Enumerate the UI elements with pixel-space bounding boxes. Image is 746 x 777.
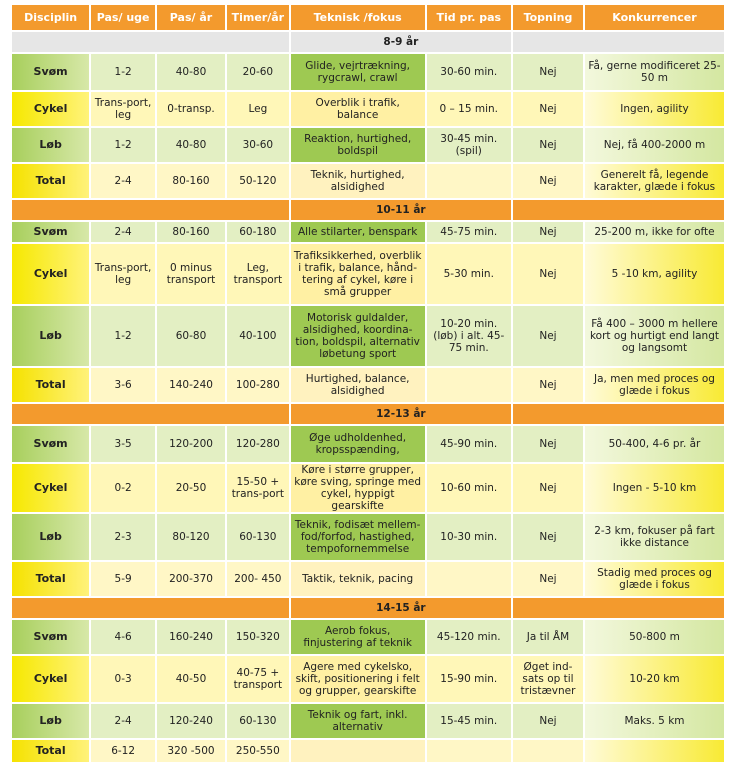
fokus-cell: Teknik, fodisæt mellem-fod/forfod, hastighed, tempofornemmelse	[291, 514, 425, 560]
konkurrencer-cell: Nej, få 400-2000 m	[585, 128, 724, 162]
pas-aar-cell: 140-240	[157, 368, 225, 402]
tid-cell: 45-120 min.	[427, 620, 511, 654]
disciplin-cell: Total	[12, 368, 89, 402]
table-row	[12, 306, 724, 366]
age-section-header	[12, 404, 724, 424]
fokus-cell: Taktik, teknik, pacing	[291, 562, 425, 596]
timer-cell: 250-550	[227, 740, 289, 762]
tid-cell: 30-60 min.	[427, 54, 511, 90]
tid-cell	[427, 164, 511, 198]
table-row	[12, 426, 724, 462]
age-label: 12-13 år	[291, 404, 511, 424]
pas-uge-cell: 4-6	[91, 620, 155, 654]
disciplin-cell: Svøm	[12, 620, 89, 654]
total-row	[12, 368, 724, 402]
age-lead-spacer	[12, 32, 289, 52]
pas-aar-cell: 60-80	[157, 306, 225, 366]
konkurrencer-cell: Stadig med proces og glæde i fokus	[585, 562, 724, 596]
col-header-timer-aar: Timer/år	[227, 5, 289, 30]
konkurrencer-cell: 25-200 m, ikke for ofte	[585, 222, 724, 242]
timer-cell: 50-120	[227, 164, 289, 198]
pas-aar-cell: 200-370	[157, 562, 225, 596]
tid-cell	[427, 562, 511, 596]
age-trail-spacer	[513, 200, 724, 220]
fokus-cell	[291, 740, 425, 762]
fokus-cell: Motorisk guldalder, alsidighed, koordina-tion, boldspil, alternativ løbetung sport	[291, 306, 425, 366]
total-row	[12, 562, 724, 596]
training-table-container	[10, 3, 726, 764]
topning-cell	[513, 740, 583, 762]
fokus-cell: Trafiksikkerhed, overblik i trafik, balance, hånd-tering af cykel, køre i små grupper	[291, 244, 425, 304]
col-header-topning: Topning	[513, 5, 583, 30]
disciplin-cell: Cykel	[12, 244, 89, 304]
pas-uge-cell: 2-4	[91, 704, 155, 738]
table-row	[12, 92, 724, 126]
col-header-tid-pr-pas: Tid pr. pas	[427, 5, 511, 30]
timer-cell: 60-180	[227, 222, 289, 242]
pas-uge-cell: Trans-port, leg	[91, 244, 155, 304]
pas-uge-cell: 1-2	[91, 128, 155, 162]
disciplin-cell: Total	[12, 740, 89, 762]
pas-aar-cell: 80-120	[157, 514, 225, 560]
topning-cell: Nej	[513, 306, 583, 366]
fokus-cell: Alle stilarter, benspark	[291, 222, 425, 242]
disciplin-cell: Løb	[12, 704, 89, 738]
header-row	[12, 5, 724, 30]
pas-aar-cell: 80-160	[157, 164, 225, 198]
col-header-pas-aar: Pas/ år	[157, 5, 225, 30]
training-table	[10, 3, 726, 764]
age-label: 8-9 år	[291, 32, 511, 52]
tid-cell: 10-30 min.	[427, 514, 511, 560]
table-row	[12, 54, 724, 90]
age-trail-spacer	[513, 32, 724, 52]
col-header-pas-uge: Pas/ uge	[91, 5, 155, 30]
konkurrencer-cell: 50-400, 4-6 pr. år	[585, 426, 724, 462]
konkurrencer-cell: Ingen - 5-10 km	[585, 464, 724, 512]
timer-cell: 200- 450	[227, 562, 289, 596]
age-lead-spacer	[12, 404, 289, 424]
timer-cell: Leg, transport	[227, 244, 289, 304]
fokus-cell: Køre i større grupper, køre sving, springe med cykel, hyppigt gearskifte	[291, 464, 425, 512]
topning-cell: Øget ind-sats op til tristævner	[513, 656, 583, 702]
timer-cell: 60-130	[227, 514, 289, 560]
tid-cell: 15-90 min.	[427, 656, 511, 702]
fokus-cell: Glide, vejrtrækning, rygcrawl, crawl	[291, 54, 425, 90]
timer-cell: 40-100	[227, 306, 289, 366]
disciplin-cell: Cykel	[12, 464, 89, 512]
disciplin-cell: Svøm	[12, 54, 89, 90]
pas-uge-cell: Trans-port, leg	[91, 92, 155, 126]
tid-cell	[427, 368, 511, 402]
pas-uge-cell: 3-5	[91, 426, 155, 462]
disciplin-cell: Cykel	[12, 656, 89, 702]
konkurrencer-cell: Få, gerne modificeret 25-50 m	[585, 54, 724, 90]
tid-cell: 45-90 min.	[427, 426, 511, 462]
pas-aar-cell: 20-50	[157, 464, 225, 512]
timer-cell: 150-320	[227, 620, 289, 654]
pas-uge-cell: 2-4	[91, 222, 155, 242]
pas-uge-cell: 1-2	[91, 306, 155, 366]
timer-cell: 30-60	[227, 128, 289, 162]
tid-cell: 45-75 min.	[427, 222, 511, 242]
pas-aar-cell: 40-80	[157, 54, 225, 90]
timer-cell: 20-60	[227, 54, 289, 90]
topning-cell: Nej	[513, 464, 583, 512]
pas-uge-cell: 2-3	[91, 514, 155, 560]
table-row	[12, 620, 724, 654]
disciplin-cell: Cykel	[12, 92, 89, 126]
topning-cell: Nej	[513, 244, 583, 304]
total-row	[12, 740, 724, 762]
age-trail-spacer	[513, 598, 724, 618]
tid-cell: 0 – 15 min.	[427, 92, 511, 126]
disciplin-cell: Løb	[12, 514, 89, 560]
tid-cell: 10-60 min.	[427, 464, 511, 512]
tid-cell: 30-45 min. (spil)	[427, 128, 511, 162]
konkurrencer-cell: Generelt få, legende karakter, glæde i fokus	[585, 164, 724, 198]
pas-aar-cell: 0-transp.	[157, 92, 225, 126]
age-lead-spacer	[12, 598, 289, 618]
disciplin-cell: Løb	[12, 306, 89, 366]
konkurrencer-cell: Ja, men med proces og glæde i fokus	[585, 368, 724, 402]
tid-cell: 5-30 min.	[427, 244, 511, 304]
age-trail-spacer	[513, 404, 724, 424]
fokus-cell: Agere med cykelsko, skift, positionering i felt og grupper, gearskifte	[291, 656, 425, 702]
total-row	[12, 164, 724, 198]
pas-aar-cell: 0 minus transport	[157, 244, 225, 304]
konkurrencer-cell: 5 -10 km, agility	[585, 244, 724, 304]
age-label: 10-11 år	[291, 200, 511, 220]
table-row	[12, 222, 724, 242]
topning-cell: Nej	[513, 92, 583, 126]
timer-cell: 60-130	[227, 704, 289, 738]
disciplin-cell: Svøm	[12, 426, 89, 462]
topning-cell: Ja til ÅM	[513, 620, 583, 654]
topning-cell: Nej	[513, 222, 583, 242]
fokus-cell: Teknik, hurtighed, alsidighed	[291, 164, 425, 198]
konkurrencer-cell: 50-800 m	[585, 620, 724, 654]
topning-cell: Nej	[513, 54, 583, 90]
timer-cell: 100-280	[227, 368, 289, 402]
disciplin-cell: Løb	[12, 128, 89, 162]
konkurrencer-cell: Ingen, agility	[585, 92, 724, 126]
topning-cell: Nej	[513, 704, 583, 738]
tid-cell: 10-20 min. (løb) i alt. 45-75 min.	[427, 306, 511, 366]
topning-cell: Nej	[513, 562, 583, 596]
topning-cell: Nej	[513, 164, 583, 198]
table-row	[12, 244, 724, 304]
topning-cell: Nej	[513, 514, 583, 560]
pas-uge-cell: 2-4	[91, 164, 155, 198]
konkurrencer-cell: 2-3 km, fokuser på fart ikke distance	[585, 514, 724, 560]
konkurrencer-cell	[585, 740, 724, 762]
pas-uge-cell: 6-12	[91, 740, 155, 762]
timer-cell: 15-50 + trans-port	[227, 464, 289, 512]
timer-cell: 40-75 + transport	[227, 656, 289, 702]
timer-cell: Leg	[227, 92, 289, 126]
pas-uge-cell: 5-9	[91, 562, 155, 596]
age-section-header	[12, 32, 724, 52]
pas-aar-cell: 320 -500	[157, 740, 225, 762]
table-row	[12, 514, 724, 560]
age-lead-spacer	[12, 200, 289, 220]
pas-aar-cell: 120-240	[157, 704, 225, 738]
pas-aar-cell: 120-200	[157, 426, 225, 462]
fokus-cell: Overblik i trafik, balance	[291, 92, 425, 126]
fokus-cell: Reaktion, hurtighed, boldspil	[291, 128, 425, 162]
pas-aar-cell: 40-80	[157, 128, 225, 162]
topning-cell: Nej	[513, 128, 583, 162]
pas-aar-cell: 80-160	[157, 222, 225, 242]
disciplin-cell: Total	[12, 164, 89, 198]
tid-cell	[427, 740, 511, 762]
topning-cell: Nej	[513, 426, 583, 462]
pas-uge-cell: 0-3	[91, 656, 155, 702]
age-section-header	[12, 598, 724, 618]
timer-cell: 120-280	[227, 426, 289, 462]
col-header-disciplin: Disciplin	[12, 5, 89, 30]
age-section-header	[12, 200, 724, 220]
pas-aar-cell: 160-240	[157, 620, 225, 654]
age-label: 14-15 år	[291, 598, 511, 618]
fokus-cell: Hurtighed, balance, alsidighed	[291, 368, 425, 402]
fokus-cell: Øge udholdenhed, kropsspænding,	[291, 426, 425, 462]
topning-cell: Nej	[513, 368, 583, 402]
fokus-cell: Teknik og fart, inkl. alternativ	[291, 704, 425, 738]
table-row	[12, 704, 724, 738]
table-row	[12, 464, 724, 512]
pas-uge-cell: 3-6	[91, 368, 155, 402]
konkurrencer-cell: 10-20 km	[585, 656, 724, 702]
tid-cell: 15-45 min.	[427, 704, 511, 738]
fokus-cell: Aerob fokus, finjustering af teknik	[291, 620, 425, 654]
konkurrencer-cell: Få 400 – 3000 m hellere kort og hurtigt end langt og langsomt	[585, 306, 724, 366]
konkurrencer-cell: Maks. 5 km	[585, 704, 724, 738]
col-header-teknisk-fokus: Teknisk /fokus	[291, 5, 425, 30]
col-header-konkurrencer: Konkurrencer	[585, 5, 724, 30]
pas-uge-cell: 0-2	[91, 464, 155, 512]
disciplin-cell: Svøm	[12, 222, 89, 242]
table-row	[12, 656, 724, 702]
disciplin-cell: Total	[12, 562, 89, 596]
pas-uge-cell: 1-2	[91, 54, 155, 90]
table-row	[12, 128, 724, 162]
pas-aar-cell: 40-50	[157, 656, 225, 702]
